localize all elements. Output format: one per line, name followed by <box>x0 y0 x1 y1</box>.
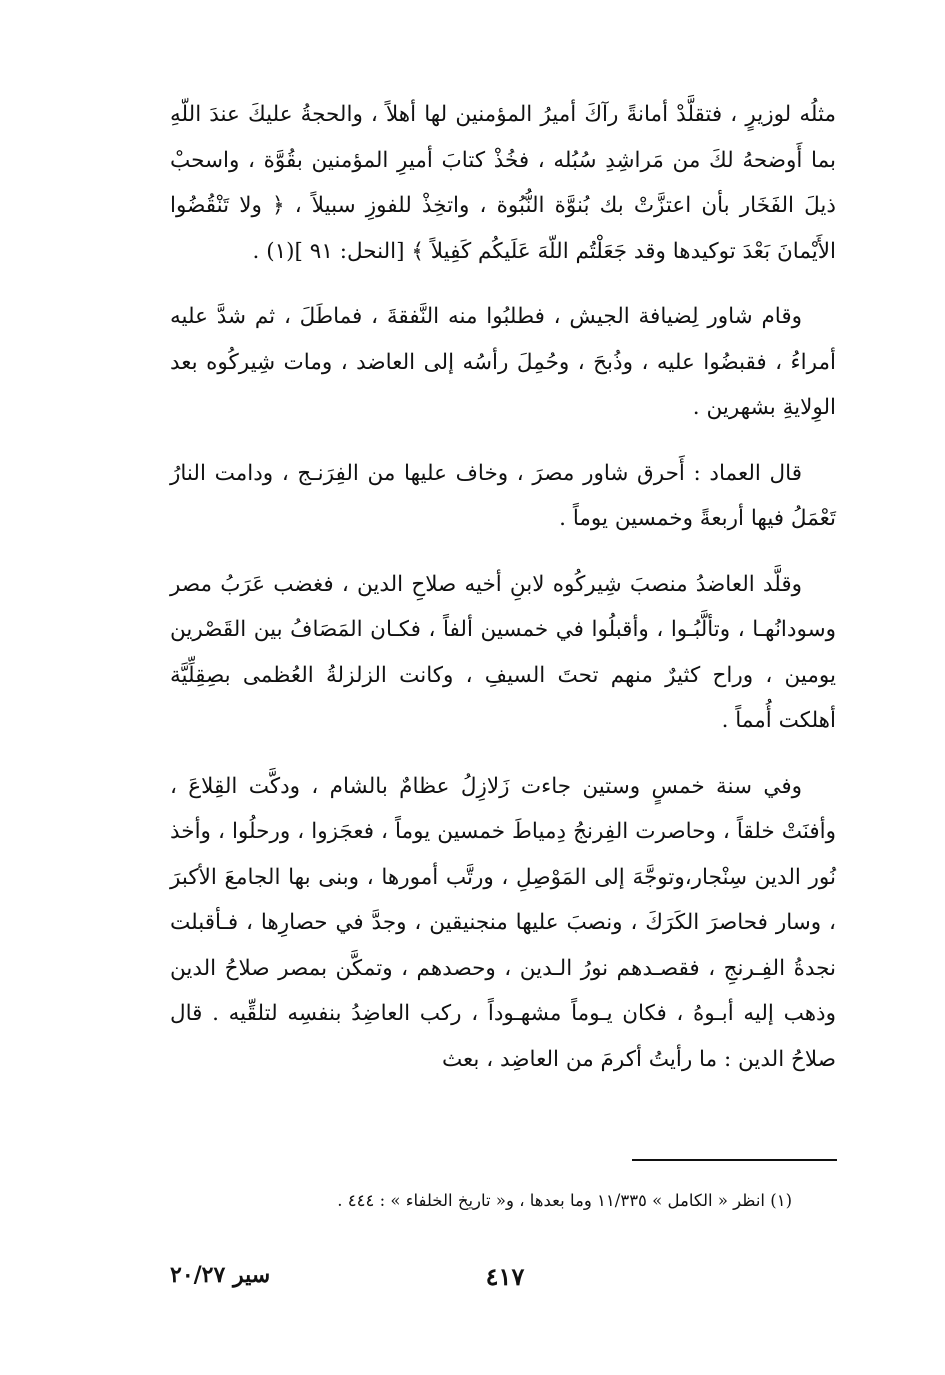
paragraph-2: وقام شاور لِضيافة الجيش ، فطلبُوا منه النَّفقةَ ، فماطَلَ ، ثم شدَّ عليه أمراءُ ، فقبضُوا عليه ، وذُبحَ ، وحُمِلَ رأسُه إلى العاضد ، ومات شِيركُوه بعد الوِلايةِ بشهرين . <box>170 304 836 420</box>
page-number: ٤١٧ <box>485 1262 525 1291</box>
paragraph-5: وفي سنة خمسٍ وستين جاءت زَلازِلُ عظامٌ بالشام ، ودكَّت القِلاعَ ، وأفنَتْ خلقاً ، وحاصرت الفِرنجُ دِمياطَ خمسين يوماً ، فعجَزوا ، ورحلُوا ، وأخذ نُور الدين سِنْجار،وتوجَّهَ إلى المَوْصِلِ ، ورتَّب أمورها ، وبنى بها الجامعَ الأكبرَ ، وسار فحاصرَ الكَرَكَ ، ونصبَ عليها منجنيقين ، وجدَّ في حصارِها ، فـأقبلت نجدةُ الفِـرنجِ ، فقصـدهم نورُ الـدين ، وحصدهم ، وتمكَّن بمصر صلاحُ الدين وذهب إليه أبـوهُ ، فكان يـوماً مشهـوداً ، ركب العاضِدُ بنفسِه لتلقِّيه . قال صلاحُ الدين : ما رأيتُ أكرمَ من العاضِد ، بعث <box>170 773 836 1072</box>
paragraph-4: وقلَّد العاضدُ منصبَ شِيركُوه لابنِ أخيه صلاحِ الدين ، فغضب عَرَبُ مصر وسودانُهـا ، وتألَّبُـوا ، وأقبلُوا في خمسين ألفاً ، فكـان المَصَافُ بين القَصْرين يومين ، وراح كثيرٌ منهم تحتَ السيفِ ، وكانت الزلزلةُ العُظمى بصِقِلِّيَّة أهلكت أُمماً . <box>170 571 836 733</box>
paragraph-3: قال العماد : أَحرق شاور مصرَ ، وخاف عليها من الفِرَنـج ، ودامت النارُ تَعْمَلُ فيها أربعةً وخمسين يوماً . <box>170 460 836 531</box>
footnote-divider <box>632 1159 837 1161</box>
main-text <box>170 92 836 1102</box>
footnote: (١) انظر « الكامل » ١١/٣٣٥ وما بعدها ، و« تاريخ الخلفاء » : ٤٤٤ . <box>337 1191 792 1210</box>
printer-signature: سير ٢٠/٢٧ <box>170 1262 271 1288</box>
paragraph-1: مثلُه لوزيرٍ ، فتقلَّدْ أمانةً رآكَ أميرُ المؤمنين لها أهلاً ، والحجةُ عليكَ عندَ اللّهِ بما أَوضحهُ لكَ من مَراشِدِ سُبُله ، فخُذْ كتابَ أميرِ المؤمنين بقُوَّة ، واسحبْ ذيلَ الفَخَار بأن اعتزَّتْ بك بُنوَّة النُّبُوة ، واتخِذْ للفوزِ سبيلاً ، ﴿ ولا تَنْقُضُوا الأَيْمانَ بَعْدَ توكيدها وقد جَعَلْتُم اللّهَ عَلَيكُم كَفِيلاً ﴾ [النحل: ٩١ ](١) . <box>170 102 836 264</box>
